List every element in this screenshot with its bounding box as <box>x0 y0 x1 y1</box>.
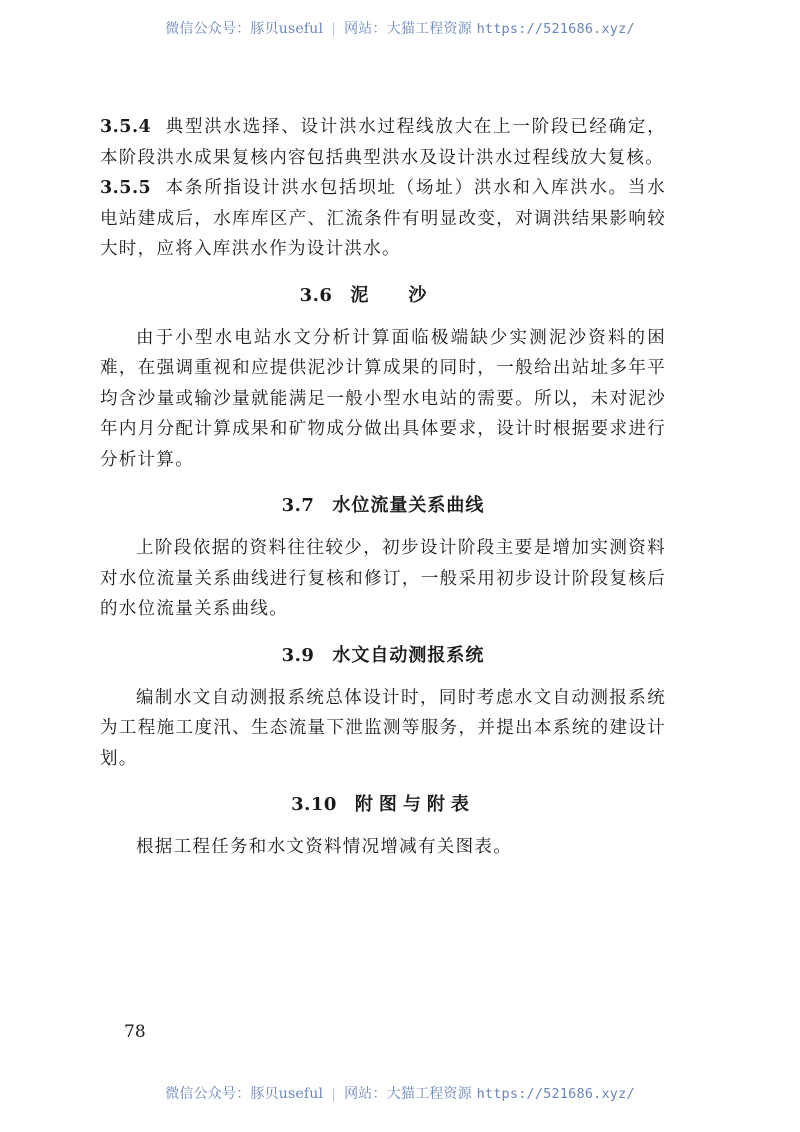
wechat-label: 微信公众号：豚贝useful <box>165 1086 324 1102</box>
clause-number: 3.5.4 <box>100 117 152 137</box>
watermark-header <box>0 18 800 38</box>
section-title: 泥沙 <box>350 284 467 306</box>
section-title: 水位流量关系曲线 <box>332 495 485 516</box>
separator: | <box>331 21 337 37</box>
watermark-footer <box>0 1083 800 1103</box>
page-body <box>100 112 666 863</box>
wechat-label: 微信公众号：豚贝useful <box>165 21 324 37</box>
site-url: https://521686.xyz/ <box>476 21 635 37</box>
section-number: 3.9 <box>281 644 315 666</box>
section-heading-3-9 <box>100 641 666 671</box>
section-heading-3-7 <box>100 491 666 521</box>
section-paragraph: 由于小型水电站水文分析计算面临极端缺少实测泥沙资料的困难，在强调重视和应提供泥沙计算成果的同时，一般给出站址多年平均含沙量或输沙量就能满足一般小型水电站的需要。所以，未对泥沙年内月分配计算成果和矿物成分做出具体要求，设计时根据要求进行分析计算。 <box>100 327 666 470</box>
section-title: 水文自动测报系统 <box>332 644 485 666</box>
site-label: 网站：大猫工程资源 <box>344 21 472 37</box>
section-number: 3.10 <box>291 794 337 815</box>
clause-number: 3.5.5 <box>100 178 152 198</box>
section-paragraph: 编制水文自动测报系统总体设计时，同时考虑水文自动测报系统为工程施工度汛、生态流量下泄监测等服务，并提出本系统的建设计划。 <box>100 687 666 769</box>
clause-3-5-4 <box>100 112 666 173</box>
section-paragraph: 根据工程任务和水文资料情况增减有关图表。 <box>136 837 512 857</box>
section-title: 附图与附表 <box>354 794 475 815</box>
section-number: 3.7 <box>281 495 315 516</box>
section-heading-3-6 <box>100 281 666 311</box>
section-paragraph: 上阶段依据的资料往往较少，初步设计阶段主要是增加实测资料对水位流量关系曲线进行复核和修订，一般采用初步设计阶段复核后的水位流量关系曲线。 <box>100 538 666 619</box>
clause-text: 典型洪水选择、设计洪水过程线放大在上一阶段已经确定，本阶段洪水成果复核内容包括典型洪水及设计洪水过程线放大复核。 <box>100 117 666 168</box>
site-url: https://521686.xyz/ <box>476 1086 635 1102</box>
clause-3-5-5 <box>100 173 666 265</box>
clause-text: 本条所指设计洪水包括坝址（场址）洪水和入库洪水。当水电站建成后，水库库区产、汇流条件有明显改变，对调洪结果影响较大时，应将入库洪水作为设计洪水。 <box>100 178 666 259</box>
page-number: 78 <box>124 1022 146 1042</box>
separator: | <box>331 1086 337 1102</box>
section-heading-3-10 <box>100 790 666 820</box>
section-number: 3.6 <box>299 284 333 306</box>
site-label: 网站：大猫工程资源 <box>344 1086 472 1102</box>
